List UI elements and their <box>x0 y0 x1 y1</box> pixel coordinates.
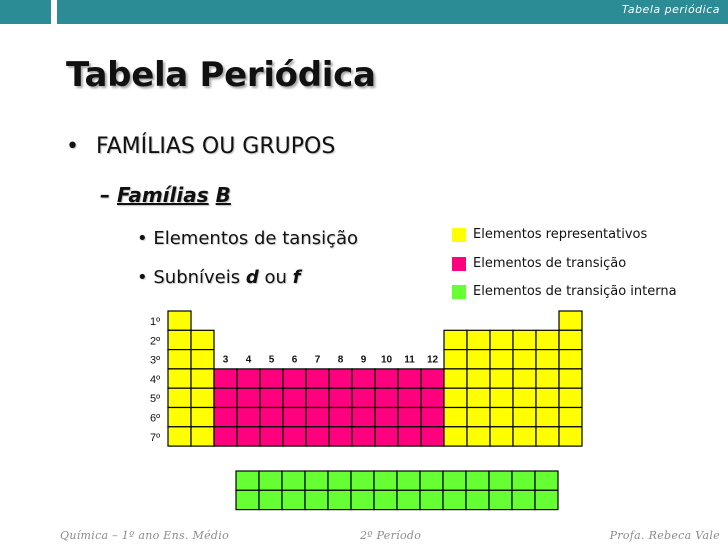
group-label: 12 <box>426 354 439 366</box>
inner-transition-cell <box>374 490 397 509</box>
element-cell <box>444 350 467 369</box>
element-cell <box>513 330 536 349</box>
inner-transition-cell <box>328 490 351 509</box>
element-cell <box>559 311 582 330</box>
element-cell <box>214 427 237 446</box>
element-cell <box>306 427 329 446</box>
bullet-level1-text: FAMÍLIAS OU GRUPOS <box>95 134 336 159</box>
element-cell <box>444 427 467 446</box>
element-cell <box>398 369 421 388</box>
element-cell <box>329 427 352 446</box>
inner-transition-cell <box>535 471 558 490</box>
inner-transition-cell <box>259 490 282 509</box>
inner-transition-cell <box>282 471 305 490</box>
element-cell <box>191 388 214 407</box>
inner-transition-cell <box>443 490 466 509</box>
element-cell <box>421 427 444 446</box>
element-cell <box>260 408 283 427</box>
element-cell <box>306 369 329 388</box>
inner-transition-cell <box>351 471 374 490</box>
inner-transition-cell <box>512 490 535 509</box>
element-cell <box>444 388 467 407</box>
element-cell <box>329 369 352 388</box>
group-label: 6 <box>291 354 298 366</box>
element-cell <box>559 330 582 349</box>
bullet-level2-word: Famílias <box>116 183 209 207</box>
period-label: 6º <box>150 412 161 425</box>
element-cell <box>191 330 214 349</box>
bullet-glyph: • <box>137 228 148 249</box>
element-cell <box>490 330 513 349</box>
element-cell <box>306 408 329 427</box>
element-cell <box>490 350 513 369</box>
inner-transition-cell <box>236 490 259 509</box>
element-cell <box>329 388 352 407</box>
element-cell <box>513 427 536 446</box>
element-cell <box>421 388 444 407</box>
footer-period: 2º Período <box>360 529 422 542</box>
element-cell <box>398 388 421 407</box>
period-label: 4º <box>150 373 161 386</box>
bullet-level3-mid: ou <box>258 267 293 288</box>
legend-label: Elementos de transição interna <box>473 284 677 299</box>
bullet-glyph: • <box>66 134 79 159</box>
element-cell <box>283 408 306 427</box>
element-cell <box>168 388 191 407</box>
element-cell <box>260 388 283 407</box>
inner-transition-cell <box>397 490 420 509</box>
element-cell <box>352 408 375 427</box>
element-cell <box>283 388 306 407</box>
element-cell <box>444 330 467 349</box>
inner-transition-cell <box>236 471 259 490</box>
period-label: 7º <box>150 431 161 444</box>
group-label: 7 <box>314 354 321 366</box>
group-label: 3 <box>222 354 229 366</box>
element-cell <box>352 369 375 388</box>
element-cell <box>191 427 214 446</box>
inner-transition-cell <box>328 471 351 490</box>
slide-title: Tabela Periódica <box>66 55 376 95</box>
element-cell <box>375 408 398 427</box>
element-cell <box>513 369 536 388</box>
inner-transition-cell <box>443 471 466 490</box>
group-label: 4 <box>245 354 252 366</box>
inner-transition-cell <box>351 490 374 509</box>
element-cell <box>260 369 283 388</box>
element-cell <box>168 408 191 427</box>
element-cell <box>421 408 444 427</box>
element-cell <box>260 427 283 446</box>
element-cell <box>444 369 467 388</box>
element-cell <box>513 408 536 427</box>
bullet-glyph: • <box>137 267 148 288</box>
inner-transition-cell <box>420 471 443 490</box>
element-cell <box>375 388 398 407</box>
element-cell <box>352 427 375 446</box>
inner-transition-cell <box>305 471 328 490</box>
element-cell <box>559 408 582 427</box>
element-cell <box>536 408 559 427</box>
element-cell <box>536 330 559 349</box>
inner-transition-cell <box>305 490 328 509</box>
element-cell <box>467 330 490 349</box>
inner-transition-cell <box>420 490 443 509</box>
inner-transition-cell <box>397 471 420 490</box>
element-cell <box>559 427 582 446</box>
inner-transition-cell <box>489 471 512 490</box>
element-cell <box>490 388 513 407</box>
legend-label: Elementos representativos <box>473 227 648 242</box>
inner-transition-cell <box>489 490 512 509</box>
inner-transition-cell <box>466 471 489 490</box>
element-cell <box>214 408 237 427</box>
sublevel-d: d <box>245 267 259 288</box>
period-label: 1º <box>150 316 161 328</box>
element-cell <box>375 427 398 446</box>
bullet-level3-prefix: Subníveis <box>153 267 246 288</box>
element-cell <box>168 330 191 349</box>
inner-transition-cell <box>535 490 558 509</box>
element-cell <box>191 350 214 369</box>
element-cell <box>398 427 421 446</box>
element-cell <box>467 427 490 446</box>
sublevel-f: f <box>292 267 301 288</box>
element-cell <box>467 369 490 388</box>
element-cell <box>168 311 191 330</box>
element-cell <box>237 388 260 407</box>
element-cell <box>467 408 490 427</box>
element-cell <box>191 408 214 427</box>
element-cell <box>283 369 306 388</box>
element-cell <box>237 369 260 388</box>
element-cell <box>490 408 513 427</box>
footer-course: Química – 1º ano Ens. Médio <box>60 529 230 542</box>
bullet-level3-text: Elementos de tansição <box>153 228 359 249</box>
element-cell <box>283 427 306 446</box>
header-title: Tabela periódica <box>621 3 720 16</box>
bullet-level2-letter: B <box>215 183 231 207</box>
period-label: 3º <box>150 354 161 367</box>
element-cell <box>559 350 582 369</box>
element-cell <box>467 388 490 407</box>
group-label: 5 <box>268 354 275 366</box>
element-cell <box>559 388 582 407</box>
element-cell <box>168 369 191 388</box>
bullet-level2-dash: – <box>100 183 117 207</box>
element-cell <box>559 369 582 388</box>
element-cell <box>513 388 536 407</box>
element-cell <box>168 427 191 446</box>
element-cell <box>237 408 260 427</box>
element-cell <box>398 408 421 427</box>
element-cell <box>536 350 559 369</box>
element-cell <box>444 408 467 427</box>
element-cell <box>490 369 513 388</box>
element-cell <box>352 388 375 407</box>
element-cell <box>214 369 237 388</box>
group-label: 8 <box>337 354 344 366</box>
inner-transition-cell <box>259 471 282 490</box>
inner-transition-cell <box>466 490 489 509</box>
inner-transition-cell <box>512 471 535 490</box>
group-label: 10 <box>380 354 393 366</box>
footer-teacher: Profa. Rebeca Vale <box>609 529 720 542</box>
element-cell <box>536 369 559 388</box>
element-cell <box>513 350 536 369</box>
period-label: 5º <box>150 393 161 406</box>
element-cell <box>237 427 260 446</box>
element-cell <box>467 350 490 369</box>
element-cell <box>191 369 214 388</box>
element-cell <box>375 369 398 388</box>
element-cell <box>306 388 329 407</box>
element-cell <box>536 427 559 446</box>
group-label: 11 <box>404 354 415 366</box>
element-cell <box>214 388 237 407</box>
period-label: 2º <box>150 335 161 348</box>
element-cell <box>490 427 513 446</box>
group-label: 9 <box>360 354 367 366</box>
element-cell <box>329 408 352 427</box>
element-cell <box>421 369 444 388</box>
element-cell <box>168 350 191 369</box>
inner-transition-cell <box>374 471 397 490</box>
element-cell <box>536 388 559 407</box>
legend-label: Elementos de transição <box>473 256 627 271</box>
inner-transition-cell <box>282 490 305 509</box>
